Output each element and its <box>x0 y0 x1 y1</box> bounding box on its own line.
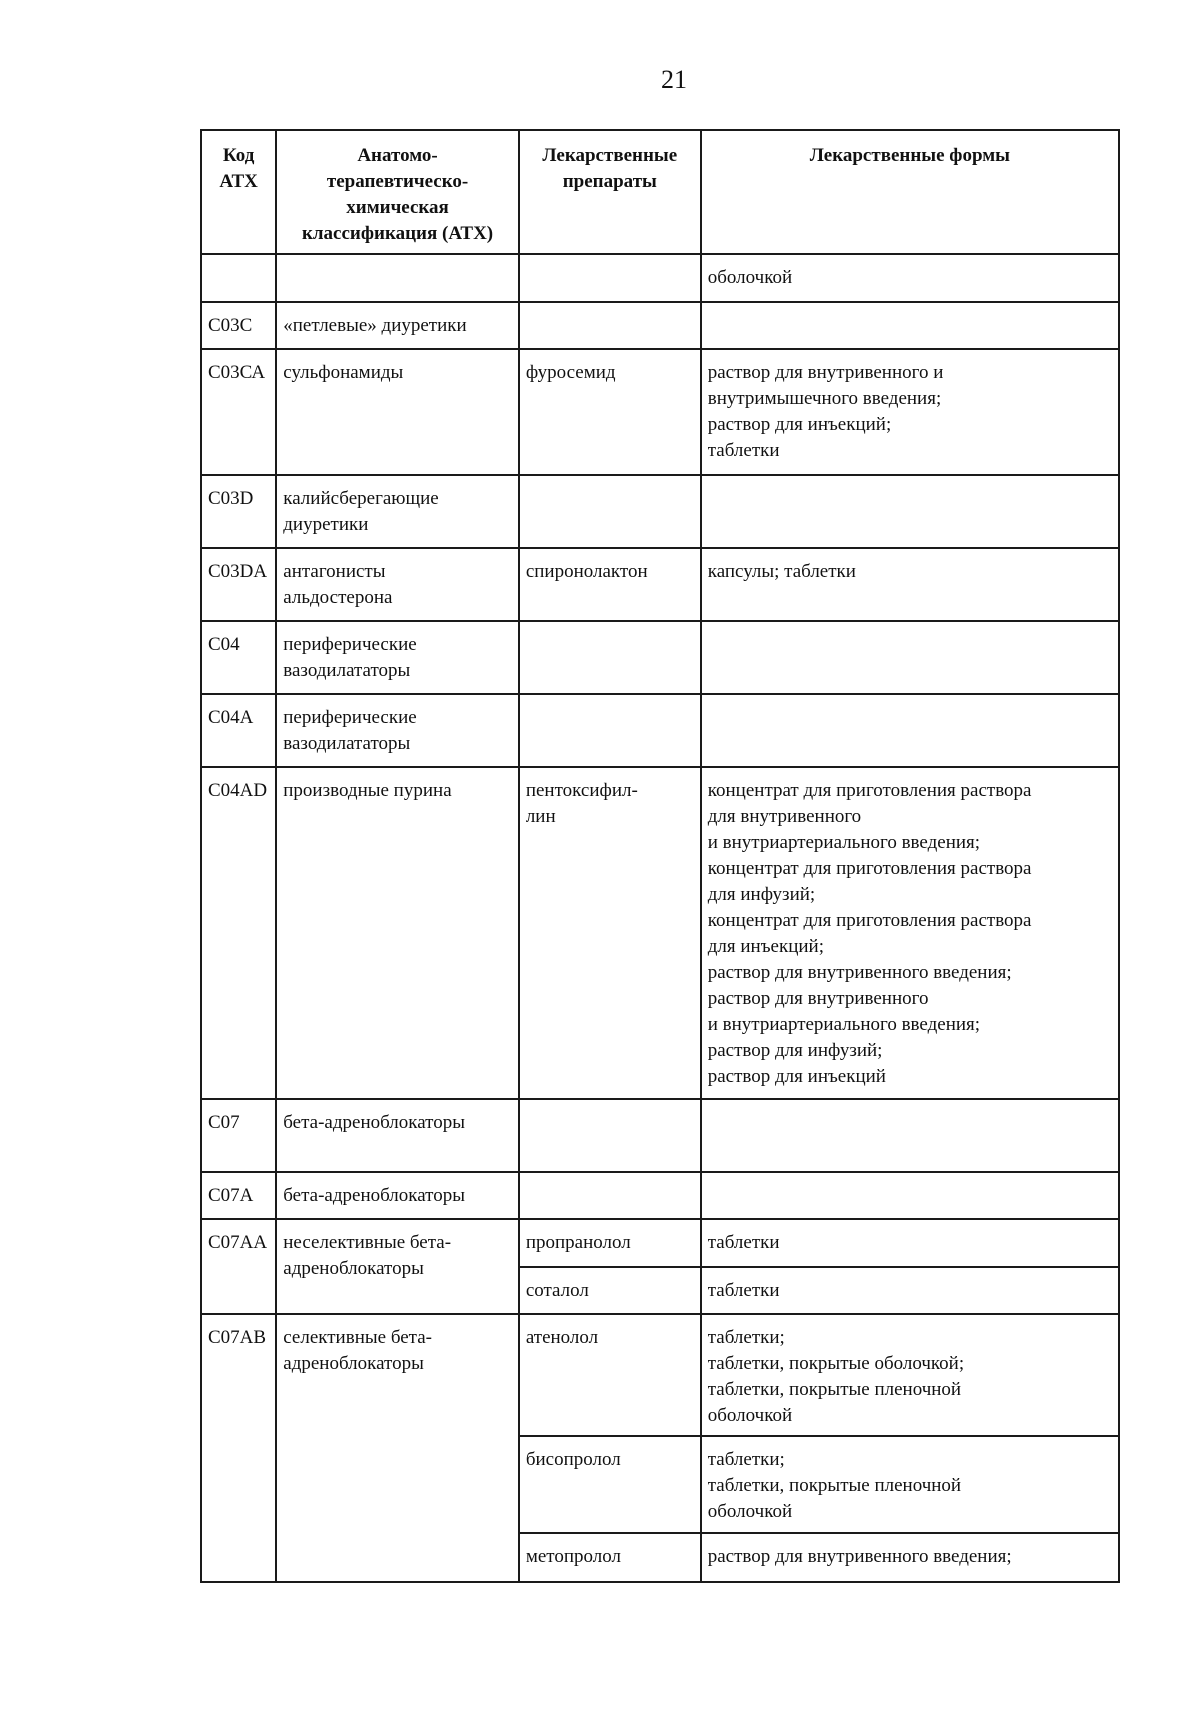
header-drugs <box>519 130 701 254</box>
dosage-form: концентрат для приготовления раствора <box>707 858 1032 879</box>
drug-cell <box>519 767 701 1099</box>
atx-code-cell <box>201 1099 276 1172</box>
drug-cell <box>519 349 701 475</box>
dosage-form: раствор для внутривенного <box>707 988 929 1009</box>
dosage-form: капсулы; таблетки <box>707 561 856 582</box>
atx-code: С04 <box>208 634 240 655</box>
drug-name: фуросемид <box>525 362 616 383</box>
atx-classification-cell <box>276 1172 519 1219</box>
atx-code-cell <box>201 254 276 302</box>
drug-cell <box>519 475 701 548</box>
dosage-form: таблетки, покрытые оболочкой; <box>707 1353 965 1374</box>
atx-classification-cell <box>276 694 519 767</box>
table-row <box>201 694 1119 767</box>
header-atx-classification <box>276 130 519 254</box>
atx-classification-cell <box>276 254 519 302</box>
dosage-forms-cell <box>701 349 1119 475</box>
atx-code: C03DA <box>208 561 268 582</box>
table-row <box>201 767 1119 1099</box>
atx-code-cell <box>201 1172 276 1219</box>
page-number: 21 <box>661 65 687 94</box>
header-text: терапевтическо- <box>326 171 469 192</box>
atx-classification: периферические <box>283 634 417 655</box>
header-text: классификация (АТХ) <box>301 223 494 244</box>
drug-name: пентоксифил- <box>525 780 638 801</box>
dosage-form: оболочкой <box>707 1405 793 1426</box>
dosage-forms-cell <box>701 1533 1119 1582</box>
dosage-form: таблетки <box>707 440 780 461</box>
atx-classification: бета-адреноблокаторы <box>283 1112 465 1133</box>
drug-name: бисопролол <box>525 1449 621 1470</box>
atx-classification: бета-адреноблокаторы <box>283 1185 465 1206</box>
header-text: АТХ <box>219 171 258 192</box>
atx-classification: вазодилататоры <box>283 733 411 754</box>
atx-classification: адреноблокаторы <box>283 1258 424 1279</box>
dosage-form: для внутривенного <box>707 806 862 827</box>
dosage-form: оболочкой <box>707 1501 793 1522</box>
atx-classification-cell <box>276 1314 519 1582</box>
table-row <box>201 254 1119 302</box>
atx-classification-cell <box>276 621 519 694</box>
atx-classification: «петлевые» диуретики <box>283 315 467 336</box>
drug-cell <box>519 1436 701 1533</box>
header-text: Анатомо- <box>357 145 438 166</box>
drug-cell <box>519 302 701 349</box>
atx-classification: периферические <box>283 707 417 728</box>
atx-classification: диуретики <box>283 514 369 535</box>
table-row <box>201 1099 1119 1172</box>
dosage-forms-cell <box>701 767 1119 1099</box>
atx-code: С03С <box>208 315 253 336</box>
atx-code-cell <box>201 1314 276 1582</box>
dosage-form: таблетки, покрытые пленочной <box>707 1475 962 1496</box>
atx-table <box>200 129 1120 1583</box>
table-row <box>201 621 1119 694</box>
dosage-form: таблетки; <box>707 1449 785 1470</box>
dosage-form: концентрат для приготовления раствора <box>707 910 1032 931</box>
table-row <box>201 1219 1119 1267</box>
header-text: Лекарственные <box>542 145 678 166</box>
drug-cell <box>519 254 701 302</box>
header-text: препараты <box>562 171 657 192</box>
drug-name: атенолол <box>525 1327 599 1348</box>
atx-code: C03D <box>208 488 254 509</box>
atx-classification: альдостерона <box>283 587 393 608</box>
dosage-form: и внутриартериального введения; <box>707 1014 981 1035</box>
dosage-form: раствор для инъекций; <box>707 414 892 435</box>
drug-cell <box>519 694 701 767</box>
atx-code: С07А <box>208 1185 254 1206</box>
atx-code-cell <box>201 767 276 1099</box>
atx-code-cell <box>201 548 276 621</box>
header-dosage-forms <box>701 130 1119 254</box>
atx-classification-cell <box>276 548 519 621</box>
table-row <box>201 475 1119 548</box>
header-text: Код <box>222 145 255 166</box>
atx-classification-cell <box>276 349 519 475</box>
atx-classification-cell <box>276 1099 519 1172</box>
drug-name: соталол <box>525 1280 589 1301</box>
dosage-form: для инфузий; <box>707 884 816 905</box>
dosage-forms-cell <box>701 621 1119 694</box>
atx-classification: селективные бета- <box>283 1327 432 1348</box>
atx-classification: калийсберегающие <box>283 488 439 509</box>
table-body <box>201 254 1119 1582</box>
atx-classification: вазодилататоры <box>283 660 411 681</box>
atx-code: C04AD <box>208 780 268 801</box>
dosage-forms-cell <box>701 475 1119 548</box>
dosage-form: таблетки, покрытые пленочной <box>707 1379 962 1400</box>
atx-code-cell <box>201 302 276 349</box>
atx-classification: производные пурина <box>283 780 452 801</box>
dosage-form: раствор для внутривенного введения; <box>707 962 1012 983</box>
dosage-form: концентрат для приготовления раствора <box>707 780 1032 801</box>
dosage-form: раствор для инфузий; <box>707 1040 883 1061</box>
drug-cell <box>519 1099 701 1172</box>
atx-classification-cell <box>276 767 519 1099</box>
drug-name: спиронолактон <box>525 561 648 582</box>
atx-code: С04А <box>208 707 254 728</box>
table-row <box>201 349 1119 475</box>
atx-classification: неселективные бета- <box>283 1232 452 1253</box>
dosage-form: таблетки <box>707 1280 780 1301</box>
dosage-form: раствор для внутривенного введения; <box>707 1546 1012 1567</box>
atx-classification-cell <box>276 1219 519 1314</box>
dosage-form: раствор для внутривенного и <box>707 362 944 383</box>
table-row <box>201 302 1119 349</box>
header-text: Лекарственные формы <box>809 145 1010 166</box>
atx-code-cell <box>201 1219 276 1314</box>
dosage-form: внутримышечного введения; <box>707 388 942 409</box>
atx-code-cell <box>201 621 276 694</box>
dosage-forms-cell <box>701 1314 1119 1436</box>
atx-classification: антагонисты <box>283 561 386 582</box>
dosage-form: и внутриартериального введения; <box>707 832 981 853</box>
atx-classification-cell <box>276 475 519 548</box>
atx-code-cell <box>201 694 276 767</box>
drug-cell <box>519 1314 701 1436</box>
atx-code-cell <box>201 349 276 475</box>
dosage-forms-cell <box>701 1219 1119 1267</box>
header-code <box>201 130 276 254</box>
dosage-forms-cell <box>701 548 1119 621</box>
drug-cell <box>519 1267 701 1314</box>
dosage-form: для инъекций; <box>707 936 824 957</box>
table-row <box>201 1314 1119 1436</box>
dosage-forms-cell <box>701 1099 1119 1172</box>
header-text: химическая <box>346 197 449 218</box>
dosage-forms-cell <box>701 254 1119 302</box>
dosage-form: таблетки <box>707 1232 780 1253</box>
drug-name: пропранолол <box>525 1232 631 1253</box>
atx-classification-cell <box>276 302 519 349</box>
atx-code: С07АА <box>208 1232 268 1253</box>
atx-code: С03СА <box>208 362 266 383</box>
drug-name: лин <box>525 806 556 827</box>
atx-code: С07АВ <box>208 1327 267 1348</box>
atx-code-cell <box>201 475 276 548</box>
drug-name: метопролол <box>525 1546 621 1567</box>
drug-cell <box>519 621 701 694</box>
dosage-form: таблетки; <box>707 1327 785 1348</box>
dosage-forms-cell <box>701 1267 1119 1314</box>
dosage-form: оболочкой <box>707 267 793 288</box>
dosage-form: раствор для инъекций <box>707 1066 886 1087</box>
drug-cell <box>519 1172 701 1219</box>
drug-cell <box>519 1533 701 1582</box>
atx-classification: адреноблокаторы <box>283 1353 424 1374</box>
drug-cell <box>519 548 701 621</box>
dosage-forms-cell <box>701 302 1119 349</box>
drug-cell <box>519 1219 701 1267</box>
dosage-forms-cell <box>701 694 1119 767</box>
table-header-row <box>201 130 1119 254</box>
table-row <box>201 548 1119 621</box>
atx-classification: сульфонамиды <box>283 362 404 383</box>
dosage-forms-cell <box>701 1436 1119 1533</box>
table-row <box>201 1172 1119 1219</box>
atx-code: С07 <box>208 1112 240 1133</box>
dosage-forms-cell <box>701 1172 1119 1219</box>
